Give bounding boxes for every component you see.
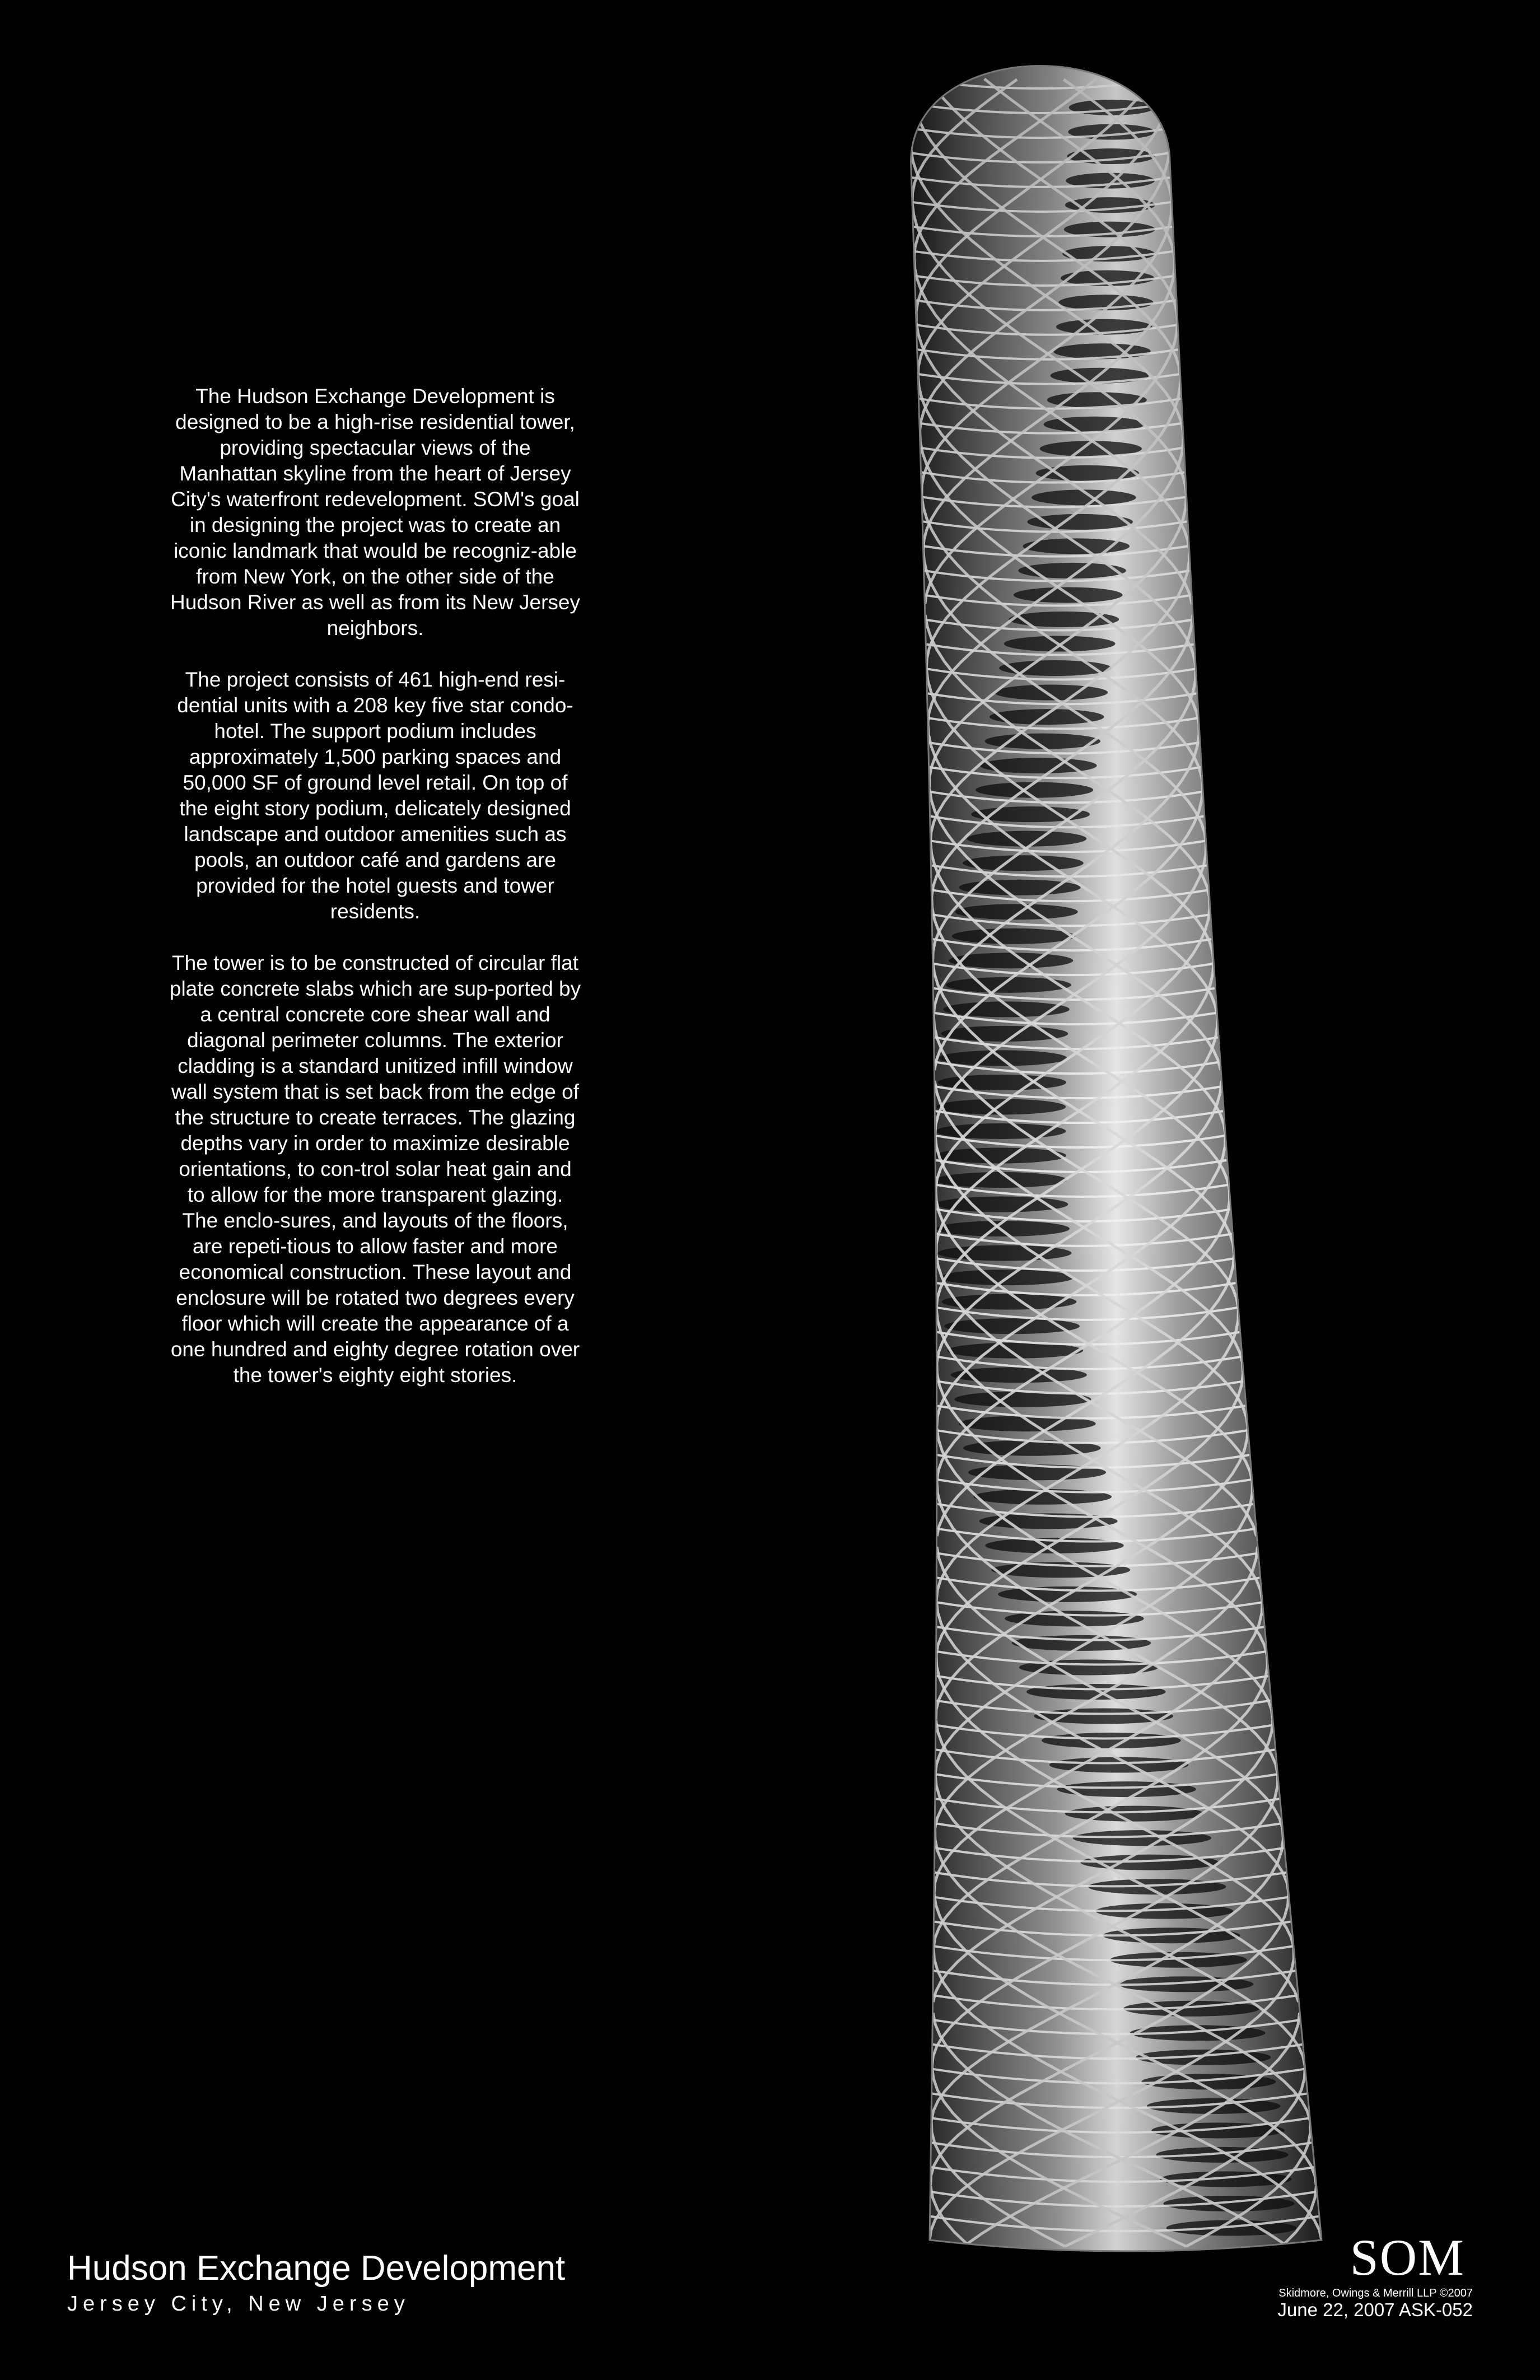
firm-credit: Skidmore, Owings & Merrill LLP ©2007 xyxy=(1278,2287,1473,2299)
firm-block xyxy=(1249,2229,1473,2320)
project-description xyxy=(168,384,582,1414)
tower-rendering xyxy=(739,56,1501,2274)
som-logo: SOM xyxy=(1350,2229,1465,2286)
description-paragraph-3: The tower is to be constructed of circular flat plate concrete slabs which are sup-ported by a central concrete core shear wall and diagonal perimeter columns. The exterior cladding is a standard unitized infill window wall system that is set back from the edge of the structure to create terraces. The glazing depths vary in order to maximize desirable orientations, to con-trol solar heat gain and to allow for the more transparent glazing. The enclo-sures, and layouts of the floors, are repeti-tious to allow faster and more economical construction. These layout and enclosure will be rotated two degrees every floor which will create the appearance of a one hundred and eighty degree rotation over the tower's eighty eight stories. xyxy=(169,951,581,1387)
tower-illustration xyxy=(739,56,1501,2274)
sheet-date: June 22, 2007 ASK-052 xyxy=(1277,2299,1473,2320)
description-paragraph-2: The project consists of 461 high-end resi-dential units with a 208 key five star condo-hotel. The support podium includes approximately 1,500 parking spaces and 50,000 SF of ground level retail. On top of the eight story podium, delicately designed landscape and outdoor amenities such as pools, an outdoor café and gardens are provided for the hotel guests and tower residents. xyxy=(177,668,573,923)
title-block xyxy=(67,2248,739,2317)
project-title: Hudson Exchange Development xyxy=(67,2249,566,2288)
project-location: Jersey City, New Jersey xyxy=(67,2292,410,2316)
description-paragraph-1: The Hudson Exchange Development is designed to be a high-rise residential tower, providing spectacular views of the Manhattan skyline from the heart of Jersey City's waterfront redevelopment. SOM's goal in designing the project was to create an iconic landmark that would be recogniz-able from New York, on the other side of the Hudson River as well as from its New Jersey neighbors. xyxy=(170,385,580,640)
